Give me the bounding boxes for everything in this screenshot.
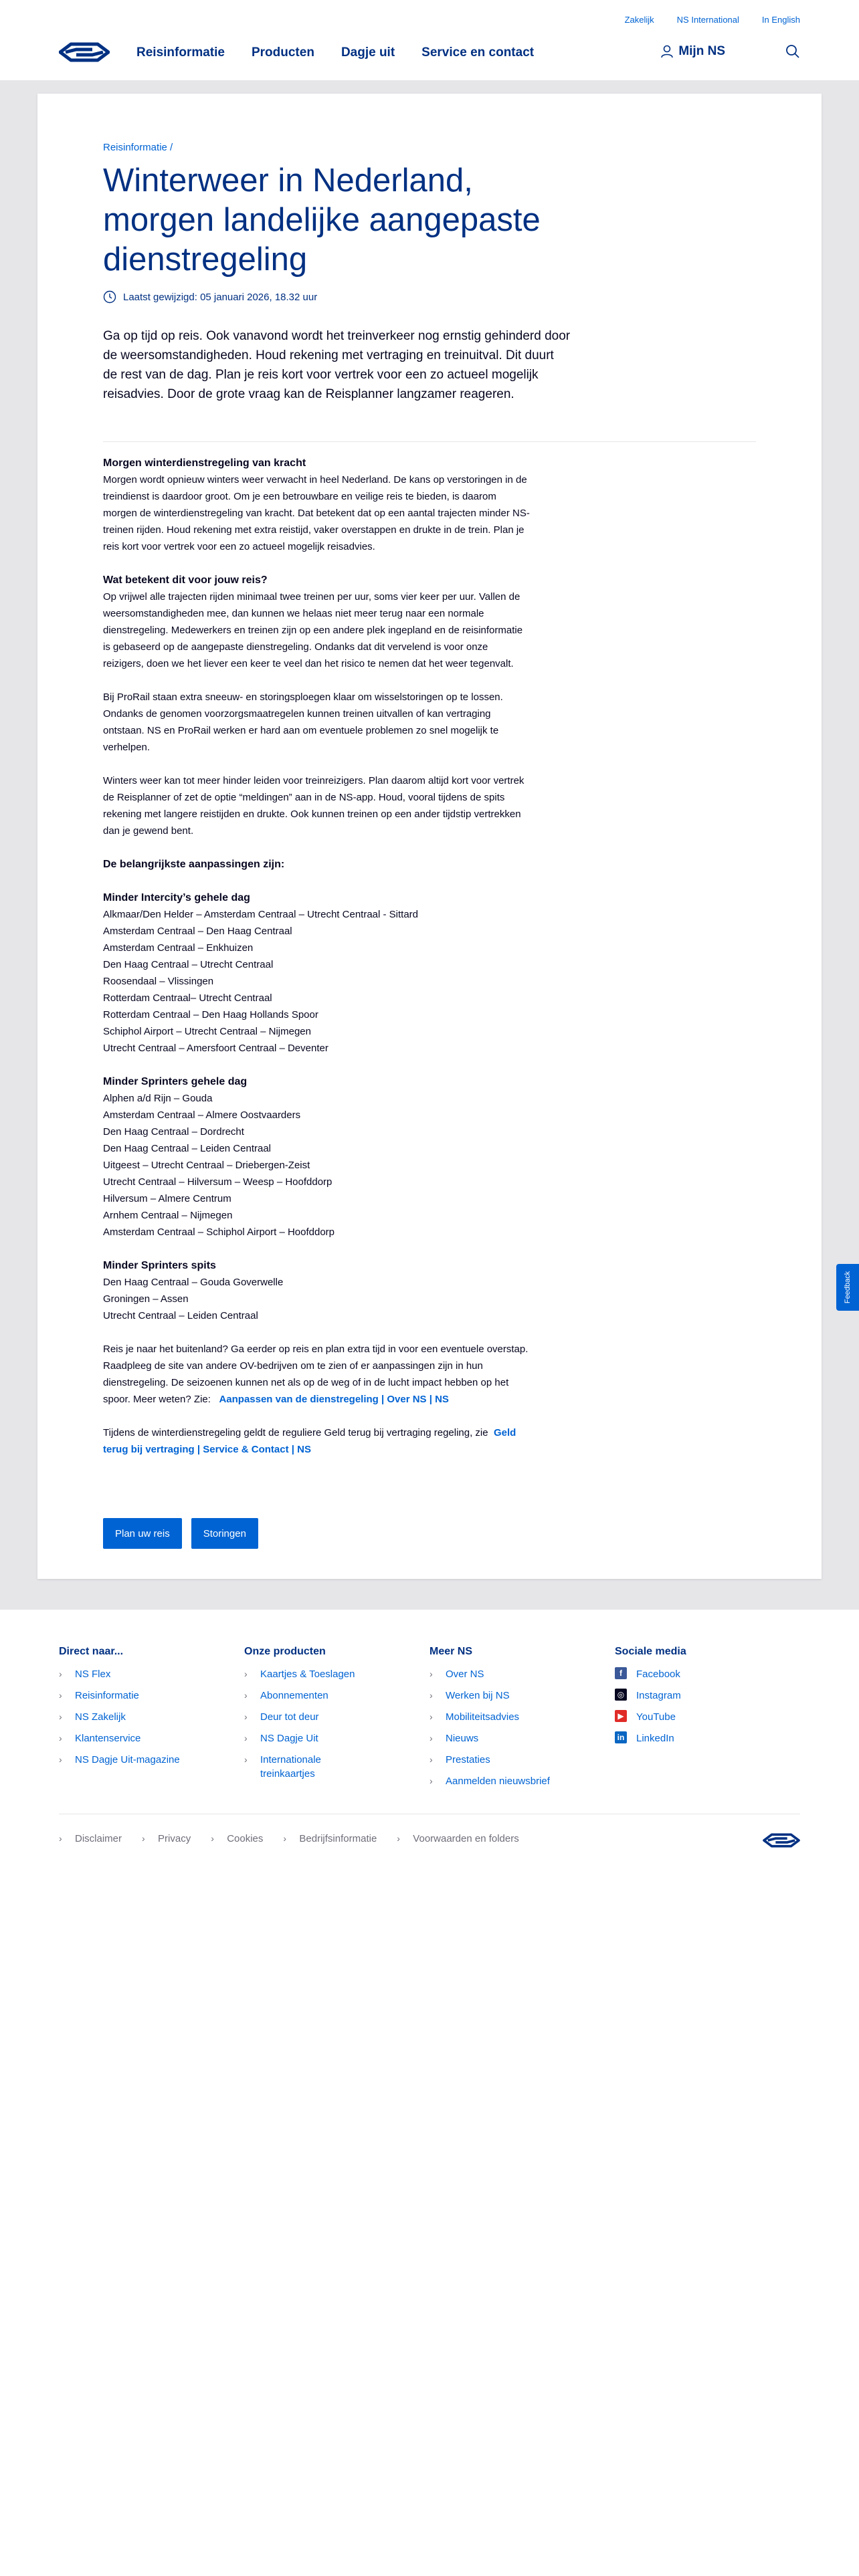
user-icon xyxy=(661,45,673,58)
social-facebook[interactable]: f Facebook xyxy=(615,1667,800,1681)
nav-items xyxy=(136,45,534,60)
chevron-right-icon: › xyxy=(59,1669,62,1679)
chevron-right-icon: › xyxy=(397,1833,400,1844)
route-item: Arnhem Centraal – Nijmegen xyxy=(103,1210,233,1221)
paragraph: Morgen wordt opnieuw winters weer verwacht in heel Nederland. De kans op verstoringen in de treindienst is daardoor groot. Om je een betrouwbare en veilige reis te bieden, is daarom morgen de winterdienstregeling van kracht. Dat betekent dat op een aantal trajecten minder NS-treinen rijden. Houd rekening met extra reistijd, vaker overstappen en drukte in de trein. Plan je reis kort voor vertrek voor een zo actueel mogelijk reisadvies. xyxy=(103,474,530,552)
page-title: Winterweer in Nederland, morgen landelijke aangepaste dienstregeling xyxy=(103,163,541,278)
link-ns-international[interactable]: NS International xyxy=(676,15,739,25)
ns-logo-icon[interactable] xyxy=(763,1832,800,1849)
route-item: Alphen a/d Rijn – Gouda xyxy=(103,1093,213,1104)
linkedin-icon: in xyxy=(615,1731,627,1743)
route-item: Roosendaal – Vlissingen xyxy=(103,976,214,987)
chevron-right-icon: › xyxy=(283,1833,287,1844)
paragraph: Bij ProRail staan extra sneeuw- en storingsploegen klaar om wisselstoringen op te lossen. Ondanks de genomen voorzorgsmaatregelen kunnen treinen uitvallen of kan vertraging ontstaan. NS en ProRail werken er hard aan om eventuele problemen zo snel mogelijk te verhelpen. xyxy=(103,691,503,753)
footer-link[interactable]: › Klantenservice xyxy=(59,1733,141,1744)
legal-link[interactable]: › Cookies xyxy=(211,1833,264,1844)
chevron-right-icon: › xyxy=(244,1690,248,1701)
route-item: Utrecht Centraal – Hilversum – Weesp – Hoofddorp xyxy=(103,1176,332,1188)
footer-col-direct xyxy=(59,1646,244,1796)
link-aanpassen-dienstregeling[interactable]: Aanpassen van de dienstregeling | Over NS | NS xyxy=(219,1394,449,1405)
social-linkedin[interactable]: in LinkedIn xyxy=(615,1731,800,1745)
chevron-right-icon: › xyxy=(59,1711,62,1722)
paragraph xyxy=(103,1341,531,1408)
footer-link[interactable]: › NS Flex xyxy=(59,1669,111,1680)
footer-heading: Meer NS xyxy=(430,1646,473,1657)
clock-icon xyxy=(103,290,116,304)
footer-link[interactable]: › Mobiliteitsadvies xyxy=(430,1711,520,1723)
nav-item-dagje-uit[interactable]: Dagje uit xyxy=(341,45,395,60)
route-item: Amsterdam Centraal – Schiphol Airport – Hoofddorp xyxy=(103,1226,335,1238)
legal-link[interactable]: › Disclaimer xyxy=(59,1833,122,1844)
breadcrumb[interactable]: Reisinformatie / xyxy=(103,142,173,153)
section-heading: De belangrijkste aanpassingen zijn: xyxy=(103,859,285,870)
chevron-right-icon: › xyxy=(430,1690,433,1701)
social-youtube[interactable]: ▶ YouTube xyxy=(615,1710,800,1724)
footer-link[interactable]: › Internationale treinkaartjes xyxy=(244,1754,321,1780)
article-header xyxy=(103,142,571,404)
top-utility-bar xyxy=(0,0,859,40)
legal-link[interactable]: › Voorwaarden en folders xyxy=(397,1833,519,1844)
feedback-label: Feedback xyxy=(844,1271,852,1304)
footer-col-meer-ns xyxy=(430,1646,615,1796)
footer xyxy=(0,1610,859,1844)
section-heading: Morgen winterdienstregeling van kracht xyxy=(103,457,306,469)
route-item: Den Haag Centraal – Leiden Centraal xyxy=(103,1143,271,1154)
chevron-right-icon: › xyxy=(430,1754,433,1765)
route-item: Amsterdam Centraal – Almere Oostvaarders xyxy=(103,1109,301,1121)
route-item: Schiphol Airport – Utrecht Centraal – Nijmegen xyxy=(103,1026,311,1037)
section-heading: Minder Sprinters spits xyxy=(103,1260,216,1271)
footer-link[interactable]: › Kaartjes & Toeslagen xyxy=(244,1669,355,1680)
footer-link[interactable]: › Reisinformatie xyxy=(59,1690,139,1701)
chevron-right-icon: › xyxy=(211,1833,214,1844)
section-heading: Minder Sprinters gehele dag xyxy=(103,1076,248,1087)
social-instagram[interactable]: ◎ Instagram xyxy=(615,1689,800,1703)
footer-heading: Sociale media xyxy=(615,1646,686,1657)
legal-link[interactable]: › Bedrijfsinformatie xyxy=(283,1833,377,1844)
chevron-right-icon: › xyxy=(59,1754,62,1765)
footer-heading: Onze producten xyxy=(244,1646,326,1657)
route-item: Amsterdam Centraal – Den Haag Centraal xyxy=(103,926,292,937)
route-item: Utrecht Centraal – Amersfoort Centraal – Deventer xyxy=(103,1043,328,1054)
chevron-right-icon: › xyxy=(430,1733,433,1743)
chevron-right-icon: › xyxy=(430,1776,433,1786)
instagram-icon: ◎ xyxy=(615,1689,627,1701)
footer-link[interactable]: › Prestaties xyxy=(430,1754,490,1765)
plan-uw-reis-button[interactable]: Plan uw reis xyxy=(103,1518,182,1549)
chevron-right-icon: › xyxy=(244,1733,248,1743)
route-item: Den Haag Centraal – Dordrecht xyxy=(103,1126,244,1138)
route-item: Uitgeest – Utrecht Centraal – Driebergen-Zeist xyxy=(103,1160,310,1171)
footer-link[interactable]: › Deur tot deur xyxy=(244,1711,319,1723)
chevron-right-icon: › xyxy=(430,1669,433,1679)
facebook-icon: f xyxy=(615,1667,627,1679)
footer-columns xyxy=(59,1646,800,1796)
route-item: Rotterdam Centraal– Utrecht Centraal xyxy=(103,992,272,1004)
storingen-button[interactable]: Storingen xyxy=(191,1518,258,1549)
footer-link[interactable]: › NS Dagje Uit xyxy=(244,1733,318,1744)
footer-col-social xyxy=(615,1646,800,1796)
footer-link[interactable]: › Abonnementen xyxy=(244,1690,328,1701)
chevron-right-icon: › xyxy=(59,1833,62,1844)
route-item: Rotterdam Centraal – Den Haag Hollands Spoor xyxy=(103,1009,318,1021)
footer-link[interactable]: › Over NS xyxy=(430,1669,484,1680)
route-item: Hilversum – Almere Centrum xyxy=(103,1193,231,1204)
footer-link[interactable]: › NS Dagje Uit-magazine xyxy=(59,1754,180,1765)
article-card xyxy=(37,94,822,1579)
link-in-english[interactable]: In English xyxy=(761,15,800,25)
route-item: Alkmaar/Den Helder – Amsterdam Centraal – Utrecht Centraal - Sittard xyxy=(103,909,419,920)
divider xyxy=(103,441,756,442)
chevron-right-icon: › xyxy=(244,1754,248,1765)
paragraph: Op vrijwel alle trajecten rijden minimaal twee treinen per uur, soms vier keer per uur. Vallen de weersomstandigheden mee, dan kunnen we helaas niet meer terug naar een normale dienstregeling. Medewerkers en treinen zijn op een andere plek ingepland en de reisinformatie is gebaseerd op de aangepaste dienstregeling. Ondanks dat dit vervelend is voor onze reizigers, doen we het liever een keer te veel dan het risico te nemen dat het weer tegenvalt. xyxy=(103,591,523,669)
chevron-right-icon: › xyxy=(142,1833,145,1844)
nav-item-service-en-contact[interactable]: Service en contact xyxy=(421,45,535,60)
route-item: Den Haag Centraal – Utrecht Centraal xyxy=(103,959,274,970)
ns-logo-icon[interactable] xyxy=(59,40,110,64)
mijn-ns-label: Mijn NS xyxy=(678,44,725,58)
chevron-right-icon: › xyxy=(244,1669,248,1679)
last-updated-text: Laatst gewijzigd: 05 januari 2026, 18.32 uur xyxy=(123,291,318,303)
route-item: Den Haag Centraal – Gouda Goverwelle xyxy=(103,1277,284,1288)
main-navigation xyxy=(0,40,859,80)
last-updated xyxy=(103,290,571,304)
legal-link[interactable]: › Privacy xyxy=(142,1833,191,1844)
footer-col-producten xyxy=(244,1646,430,1796)
section-heading: Wat betekent dit voor jouw reis? xyxy=(103,574,268,586)
action-buttons xyxy=(103,1518,258,1549)
route-item: Groningen – Assen xyxy=(103,1293,189,1305)
footer-link[interactable]: › Aanmelden nieuwsbrief xyxy=(430,1776,550,1787)
lead-paragraph: Ga op tijd op reis. Ook vanavond wordt het treinverkeer nog ernstig gehinderd door de weersomstandigheden. Houd rekening met vertraging en treinuitval. Dit duurt de rest van de dag. Plan je reis kort voor vertrek voor een zo actueel mogelijk reisadvies. Door de grote vraag kan de Reisplanner langzamer reageren. xyxy=(103,329,571,401)
paragraph xyxy=(103,1424,531,1458)
utility-links xyxy=(625,15,800,25)
link-geld-terug[interactable]: Geld terug bij vertraging | Service & Contact | NS xyxy=(103,1427,516,1455)
nav-item-producten[interactable]: Producten xyxy=(251,45,314,60)
section-heading: Minder Intercity’s gehele dag xyxy=(103,892,250,903)
legal-links xyxy=(59,1833,519,1844)
footer-link[interactable]: › NS Zakelijk xyxy=(59,1711,126,1723)
search-icon[interactable] xyxy=(785,44,800,59)
footer-link[interactable]: › Werken bij NS xyxy=(430,1690,510,1701)
paragraph-text: Tijdens de winterdienstregeling geldt de reguliere Geld terug bij vertraging regeling, zie xyxy=(103,1427,488,1438)
route-item: Amsterdam Centraal – Enkhuizen xyxy=(103,942,254,954)
chevron-right-icon: › xyxy=(244,1711,248,1722)
youtube-icon: ▶ xyxy=(615,1710,627,1722)
article-body xyxy=(103,455,531,1458)
route-item: Utrecht Centraal – Leiden Centraal xyxy=(103,1310,258,1321)
feedback-tab[interactable] xyxy=(836,1264,859,1311)
nav-item-reisinformatie[interactable]: Reisinformatie xyxy=(136,45,225,60)
paragraph-text: Reis je naar het buitenland? Ga eerder op reis en plan extra tijd in voor een eventuele overstap. Raadpleeg de site van andere OV-bedrijven om te zien of er aanpassingen zijn in hun dienstregeling. De seizoenen kunnen net als op de weg of in de lucht impact hebben op het spoor. Meer weten? Zie: xyxy=(103,1344,529,1405)
footer-link[interactable]: › Nieuws xyxy=(430,1733,479,1744)
chevron-right-icon: › xyxy=(59,1733,62,1743)
chevron-right-icon: › xyxy=(59,1690,62,1701)
chevron-right-icon: › xyxy=(430,1711,433,1722)
link-zakelijk[interactable]: Zakelijk xyxy=(624,15,654,25)
paragraph: Winters weer kan tot meer hinder leiden voor treinreizigers. Plan daarom altijd kort voor vertrek de Reisplanner of zet de optie “meldingen” aan in de NS-app. Houd, vooral tijdens de spits rekening met langere reistijden en drukte. Ook kunnen treinen op een ander tijdstip vertrekken dan je gewend bent. xyxy=(103,775,524,837)
mijn-ns-button[interactable] xyxy=(661,44,725,59)
footer-heading: Direct naar... xyxy=(59,1646,124,1657)
